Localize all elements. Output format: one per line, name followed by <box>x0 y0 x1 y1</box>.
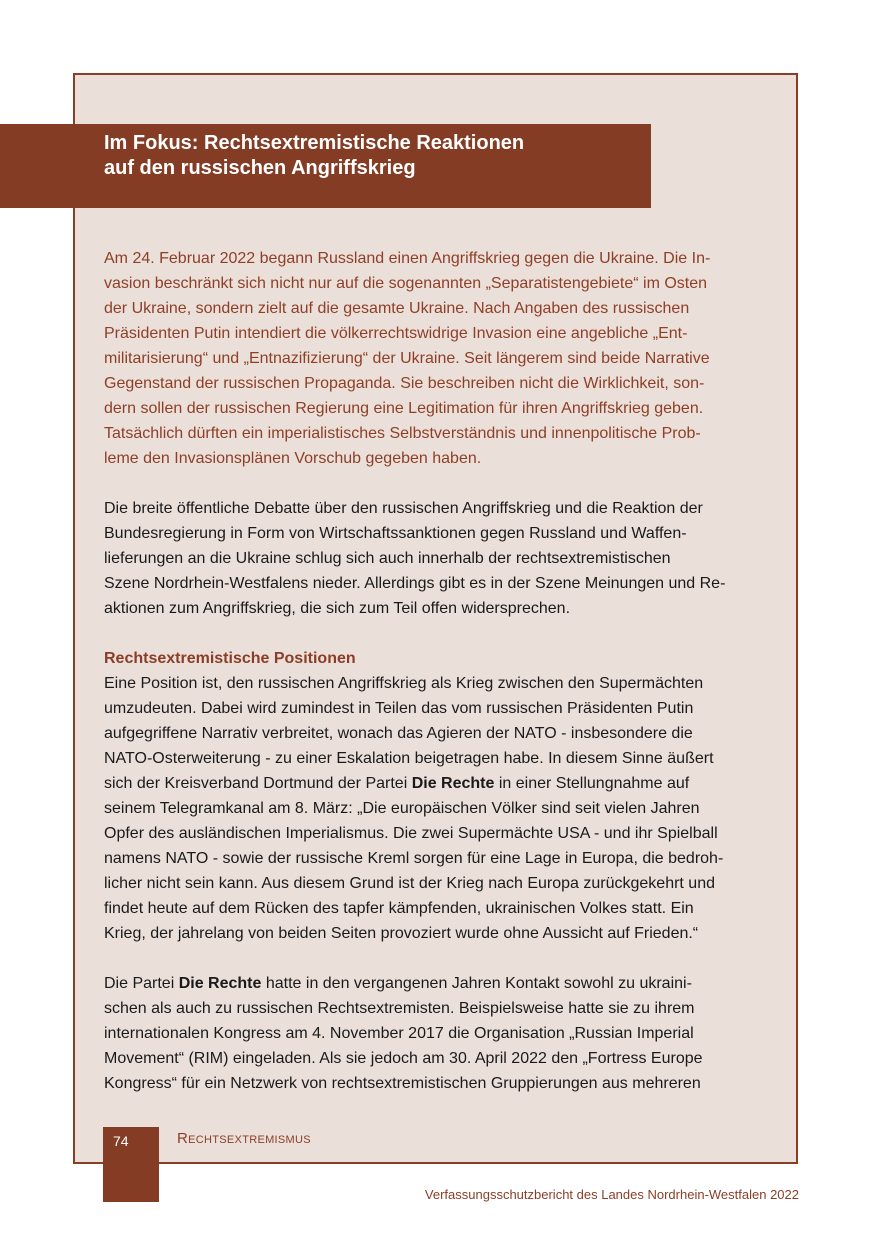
intro-line: Präsidenten Putin intendiert die völkerrechtswidrige Invasion eine angebliche „Ent- <box>104 325 688 342</box>
paragraph-line: lieferungen an die Ukraine schlug sich auch innerhalb der rechtsextremistischen <box>104 550 671 567</box>
section-heading: Rechtsextremistische Positionen <box>104 650 356 667</box>
section-initial: R <box>177 1130 189 1147</box>
intro-line: vasion beschränkt sich nicht nur auf die sogenannten „Separatistengebiete“ im Osten <box>104 275 708 292</box>
line-text: in einer Stellungnahme auf <box>494 775 690 792</box>
banner-title-line-1: Im Fokus: Rechtsextremistische Reaktionen <box>104 132 525 154</box>
focus-banner-title <box>0 124 651 208</box>
paragraph-line <box>104 771 774 796</box>
footer-report-title: Verfassungsschutzbericht des Landes Nordrhein-Westfalen 2022 <box>424 1187 799 1202</box>
intro-line: Gegenstand der russischen Propaganda. Sie beschreiben nicht die Wirklichkeit, son- <box>104 375 705 392</box>
intro-line: Tatsächlich dürften ein imperialistisches Selbstverständnis und innenpolitische Prob- <box>104 425 701 442</box>
paragraph-line: Kongress“ für ein Netzwerk von rechtsextremistischen Gruppierungen aus mehreren <box>104 1075 701 1092</box>
paragraph-line: findet heute auf dem Rücken des tapfer kämpfenden, ukrainischen Volkes statt. Ein <box>104 900 694 917</box>
intro-line: Am 24. Februar 2022 begann Russland einen Angriffskrieg gegen die Ukraine. Die In- <box>104 250 711 267</box>
intro-line: leme den Invasionsplänen Vorschub gegeben haben. <box>104 450 482 467</box>
debate-paragraph <box>104 496 774 621</box>
positions-section <box>104 646 774 946</box>
line-text: Die Partei <box>104 975 179 992</box>
paragraph-line: Eine Position ist, den russischen Angriffskrieg als Krieg zwischen den Supermächten <box>104 675 704 692</box>
paragraph-line: aktionen zum Angriffskrieg, die sich zum Teil offen widersprechen. <box>104 600 571 617</box>
paragraph-line: namens NATO - sowie der russische Kreml sorgen für eine Lage in Europa, die bedroh- <box>104 850 724 867</box>
paragraph-line: Krieg, der jahrelang von beiden Seiten provoziert wurde ohne Aussicht auf Frieden.“ <box>104 925 699 942</box>
paragraph-line: internationalen Kongress am 4. November 2017 die Organisation „Russian Imperial <box>104 1025 694 1042</box>
paragraph-line: Opfer des ausländischen Imperialismus. Die zwei Supermächte USA - und ihr Spielball <box>104 825 718 842</box>
paragraph-line: aufgegriffene Narrativ verbreitet, wonach das Agieren der NATO - insbesondere die <box>104 725 693 742</box>
line-text: hatte in den vergangenen Jahren Kontakt sowohl zu ukraini- <box>261 975 692 992</box>
paragraph-line: Szene Nordrhein-Westfalens nieder. Allerdings gibt es in der Szene Meinungen und Re- <box>104 575 726 592</box>
paragraph-line: NATO-Osterweiterung - zu einer Eskalation beigetragen habe. In diesem Sinne äußert <box>104 750 714 767</box>
paragraph-line: schen als auch zu russischen Rechtsextremisten. Beispielsweise hatte sie zu ihrem <box>104 1000 695 1017</box>
paragraph-line: Movement“ (RIM) eingeladen. Als sie jedoch am 30. April 2022 den „Fortress Europe <box>104 1050 703 1067</box>
paragraph-line <box>104 971 774 996</box>
paragraph-line: Die breite öffentliche Debatte über den russischen Angriffskrieg und die Reaktion der <box>104 500 703 517</box>
party-name: Die Rechte <box>178 975 262 992</box>
intro-line: militarisierung“ und „Entnazifizierung“ der Ukraine. Seit längerem sind beide Narrative <box>104 350 710 367</box>
paragraph-line: Bundesregierung in Form von Wirtschaftssanktionen gegen Russland und Waffen- <box>104 525 687 542</box>
paragraph-line: licher nicht sein kann. Aus diesem Grund ist der Krieg nach Europa zurückgekehrt und <box>104 875 715 892</box>
party-name: Die Rechte <box>411 775 495 792</box>
intro-line: der Ukraine, sondern zielt auf die gesamte Ukraine. Nach Angaben des russischen <box>104 300 690 317</box>
page-number: 74 <box>103 1127 159 1202</box>
intro-paragraph <box>104 246 774 471</box>
paragraph-line: seinem Telegramkanal am 8. März: „Die europäischen Völker sind seit vielen Jahren <box>104 800 700 817</box>
section-rest: ECHTSEXTREMISMUS <box>188 1134 311 1146</box>
paragraph-line: umzudeuten. Dabei wird zumindest in Teilen das vom russischen Präsidenten Putin <box>104 700 694 717</box>
intro-line: dern sollen der russischen Regierung eine Legitimation für ihren Angriffskrieg geben. <box>104 400 704 417</box>
section-label <box>177 1130 311 1147</box>
contacts-paragraph <box>104 971 774 1096</box>
line-text: sich der Kreisverband Dortmund der Partei <box>104 775 412 792</box>
banner-title-line-2: auf den russischen Angriffskrieg <box>104 157 416 179</box>
